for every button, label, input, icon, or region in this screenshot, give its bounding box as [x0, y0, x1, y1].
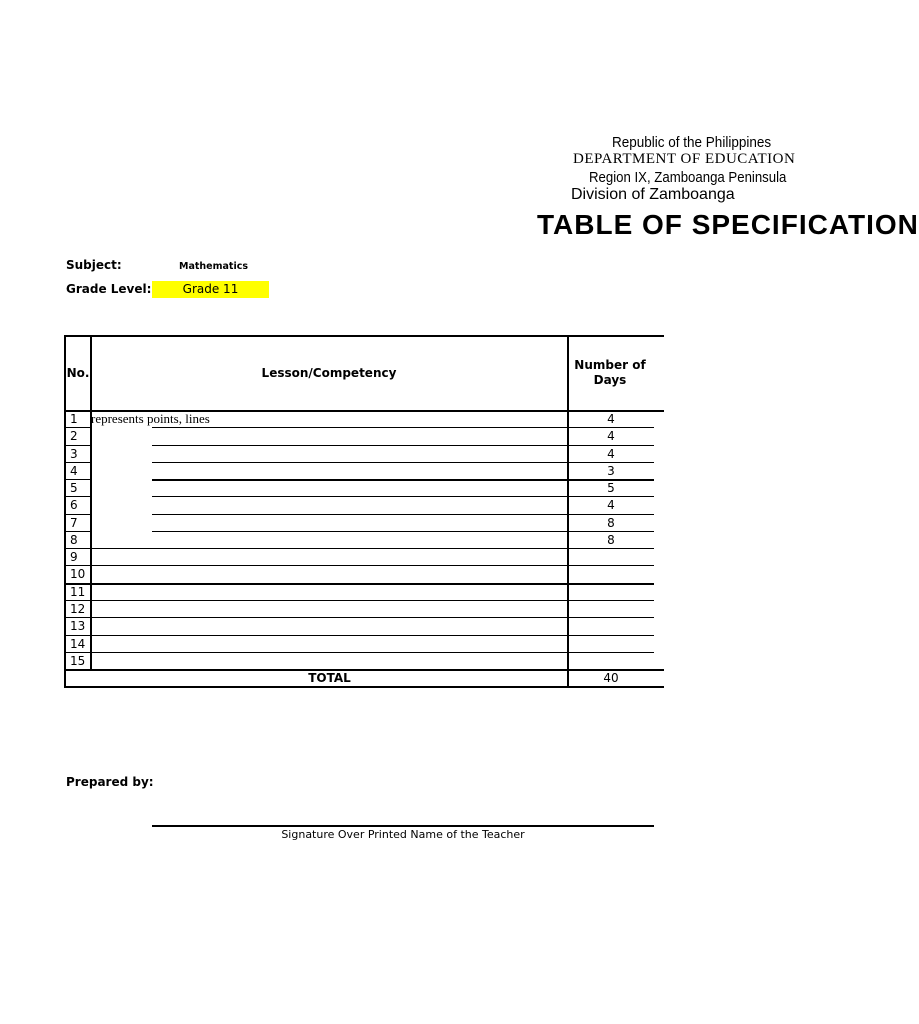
document-title: TABLE OF SPECIFICATION — [537, 209, 919, 240]
total-value: 40 — [603, 671, 619, 685]
header-no: No. — [66, 366, 90, 380]
header-department: DEPARTMENT OF EDUCATION — [573, 151, 796, 167]
subject-value: Mathematics — [179, 261, 249, 272]
grade-level-label: Grade Level: — [66, 282, 152, 296]
row-divider-no-col — [64, 462, 91, 463]
row-days: 4 — [607, 429, 615, 444]
row-number: 1 — [70, 412, 78, 426]
row-divider-no-col — [64, 496, 91, 497]
subject-label: Subject: — [66, 258, 122, 272]
row-divider — [64, 600, 654, 601]
row-divider-no-col — [64, 479, 91, 480]
row-divider — [64, 652, 654, 653]
col-divider-no — [90, 335, 92, 670]
signature-line — [152, 825, 654, 827]
row-divider — [152, 531, 654, 532]
row-days: 8 — [607, 532, 615, 547]
row-divider — [64, 548, 654, 549]
row-days: 8 — [607, 515, 615, 530]
row-number: 10 — [70, 567, 86, 582]
prepared-by-label: Prepared by: — [66, 775, 154, 789]
row-number: 7 — [70, 515, 78, 530]
lesson-text-row-1: represents points, lines — [91, 411, 210, 426]
row-number: 4 — [70, 463, 78, 478]
row-number: 9 — [70, 550, 78, 565]
header-lesson: Lesson/Competency — [261, 366, 397, 380]
row-divider — [64, 635, 654, 636]
grade-level-value: Grade 11 — [152, 281, 269, 298]
row-days: 4 — [607, 498, 615, 513]
row-divider-no-col — [64, 445, 91, 446]
row-divider — [152, 496, 654, 497]
row-number: 13 — [70, 619, 86, 634]
row-divider — [64, 565, 654, 566]
row-divider — [64, 617, 654, 618]
row-number: 15 — [70, 653, 86, 668]
row-number: 11 — [70, 584, 86, 599]
row-number: 2 — [70, 429, 78, 444]
row-days: 5 — [607, 481, 615, 496]
header-region: Region IX, Zamboanga Peninsula — [589, 169, 787, 186]
row-number: 12 — [70, 601, 86, 616]
row-divider — [152, 445, 654, 446]
row-divider — [152, 514, 654, 515]
header-days: Number of Days — [574, 358, 646, 387]
row-days: 4 — [607, 412, 615, 426]
header-republic: Republic of the Philippines — [612, 134, 772, 151]
row-number: 6 — [70, 498, 78, 513]
row-divider — [64, 583, 654, 585]
row-divider-no-col — [64, 531, 91, 532]
row-divider — [152, 462, 654, 463]
row-divider-no-col — [64, 427, 91, 428]
row-number: 8 — [70, 532, 78, 547]
row-divider — [152, 427, 654, 428]
row-divider-no-col — [64, 514, 91, 515]
signature-caption: Signature Over Printed Name of the Teacher — [281, 828, 525, 841]
total-label: TOTAL — [308, 671, 351, 685]
row-days: 3 — [607, 463, 615, 478]
row-number: 5 — [70, 481, 78, 496]
header-division: Division of Zamboanga — [571, 186, 735, 203]
row-number: 3 — [70, 446, 78, 461]
row-number: 14 — [70, 636, 86, 651]
row-days: 4 — [607, 446, 615, 461]
